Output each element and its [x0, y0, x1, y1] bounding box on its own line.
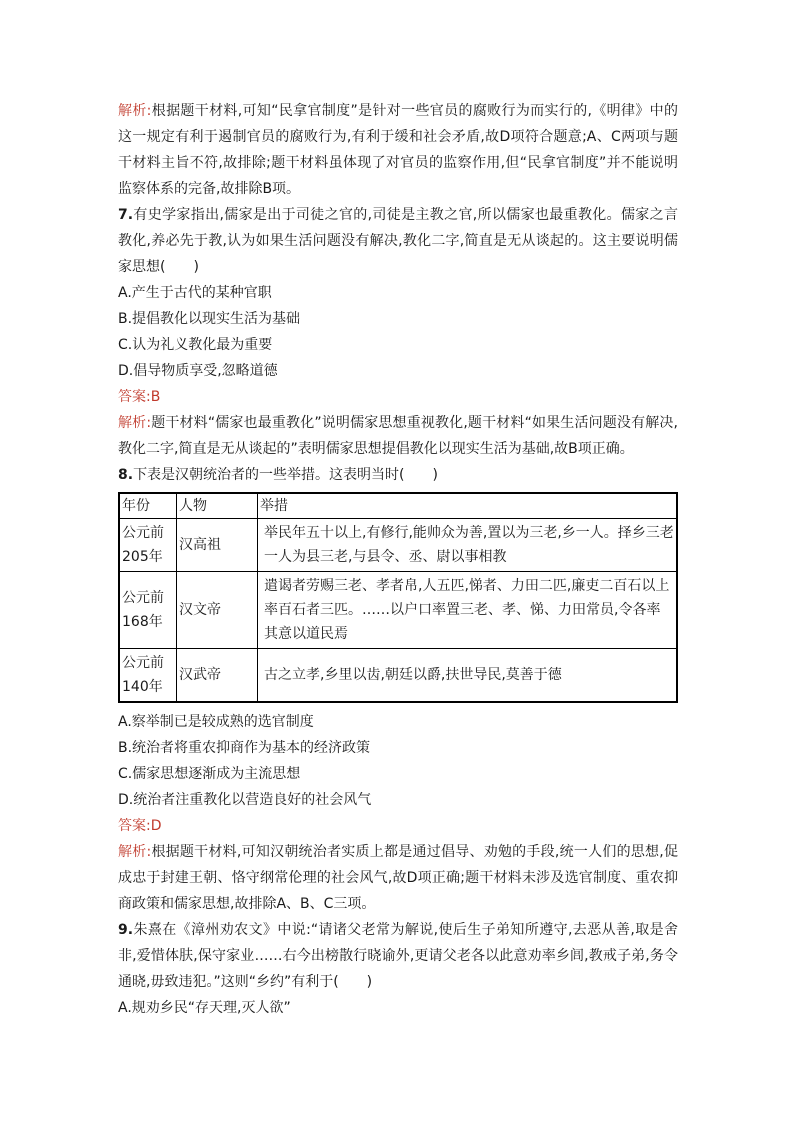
header-person: 人物 [177, 493, 258, 519]
q8-option-a: A.察举制已是较成熟的选官制度 [118, 714, 314, 730]
table-header-row [119, 493, 677, 519]
q8-answer: 答案:D [118, 818, 162, 834]
table-row [119, 572, 677, 649]
table-row [119, 649, 677, 703]
header-year: 年份 [119, 493, 177, 519]
q7-option-a: A.产生于古代的某种官职 [118, 285, 272, 301]
cell-measure: 古之立孝,乡里以齿,朝廷以爵,扶世导民,莫善于德 [258, 649, 678, 703]
question-stem: 下表是汉朝统治者的一些举措。这表明当时( ) [133, 467, 438, 483]
q7-answer: 答案:B [118, 389, 161, 405]
table-row [119, 519, 677, 572]
cell-measure: 举民年五十以上,有修行,能帅众为善,置以为三老,乡一人。择乡三老一人为县三老,与县令、丞、尉以事相教 [258, 519, 678, 572]
analysis-label: 解析: [118, 103, 152, 119]
q6-analysis [118, 98, 678, 202]
q8-analysis [118, 839, 678, 917]
q7-stem [118, 202, 678, 280]
cell-year: 公元前140年 [119, 649, 177, 703]
question-number: 7. [118, 207, 134, 223]
cell-person: 汉武帝 [177, 649, 258, 703]
cell-person: 汉文帝 [177, 572, 258, 649]
q9-option-a: A.规劝乡民“存天理,灭人欲” [118, 1000, 291, 1016]
question-number: 9. [118, 922, 134, 938]
cell-year: 公元前205年 [119, 519, 177, 572]
analysis-text: 根据题干材料,可知“民拿官制度”是针对一些官员的腐败行为而实行的,《明律》中的这一规定有利于遏制官员的腐败行为,有利于缓和社会矛盾,故D项符合题意;A、C两项与题干材料主旨不符,故排除;题干材料虽体现了对官员的监察作用,但“民拿官制度”并不能说明监察体系的完备,故排除B项。 [118, 103, 679, 197]
q7-option-d: D.倡导物质享受,忽略道德 [118, 363, 278, 379]
question-number: 8. [118, 467, 134, 483]
cell-person: 汉高祖 [177, 519, 258, 572]
q7-analysis [118, 410, 678, 462]
q8-option-b: B.统治者将重农抑商作为基本的经济政策 [118, 740, 371, 756]
header-measure: 举措 [258, 493, 678, 519]
question-stem: 有史学家指出,儒家是出于司徒之官的,司徒是主教之官,所以儒家也最重教化。儒家之言教化,养必先于教,认为如果生活问题没有解决,教化二字,简直是无从谈起的。这主要说明儒家思想( ) [118, 207, 678, 275]
analysis-label: 解析: [118, 844, 152, 860]
measures-table [118, 492, 678, 703]
analysis-label: 解析: [118, 415, 152, 431]
q8-option-c: C.儒家思想逐渐成为主流思想 [118, 766, 301, 782]
document-page [118, 98, 678, 1021]
question-stem: 朱熹在《漳州劝农文》中说:“请诸父老常为解说,使后生子弟知所遵守,去恶从善,取是舍非,爱惜体肤,保守家业……右今出榜散行晓谕外,更请父老各以此意劝率乡闾,教戒子弟,务令通晓,毋致违犯。”这则“乡约”有利于( ) [118, 922, 678, 990]
q7-option-b: B.提倡教化以现实生活为基础 [118, 311, 301, 327]
q9-stem [118, 917, 678, 995]
analysis-text: 题干材料“儒家也最重教化”说明儒家思想重视教化,题干材料“如果生活问题没有解决,教化二字,简直是无从谈起的”表明儒家思想提倡教化以现实生活为基础,故B项正确。 [118, 415, 678, 457]
cell-measure: 遣谒者劳赐三老、孝者帛,人五匹,悌者、力田二匹,廉吏二百石以上率百石者三匹。……以户口率置三老、孝、悌、力田常员,令各率其意以道民焉 [258, 572, 678, 649]
analysis-text: 根据题干材料,可知汉朝统治者实质上都是通过倡导、劝勉的手段,统一人们的思想,促成忠于封建王朝、恪守纲常伦理的社会风气,故D项正确;题干材料未涉及选官制度、重农抑商政策和儒家思想,故排除A、B、C三项。 [118, 844, 678, 912]
q7-option-c: C.认为礼义教化最为重要 [118, 337, 273, 353]
cell-year: 公元前168年 [119, 572, 177, 649]
q8-stem [118, 462, 678, 488]
q8-option-d: D.统治者注重教化以营造良好的社会风气 [118, 792, 372, 808]
